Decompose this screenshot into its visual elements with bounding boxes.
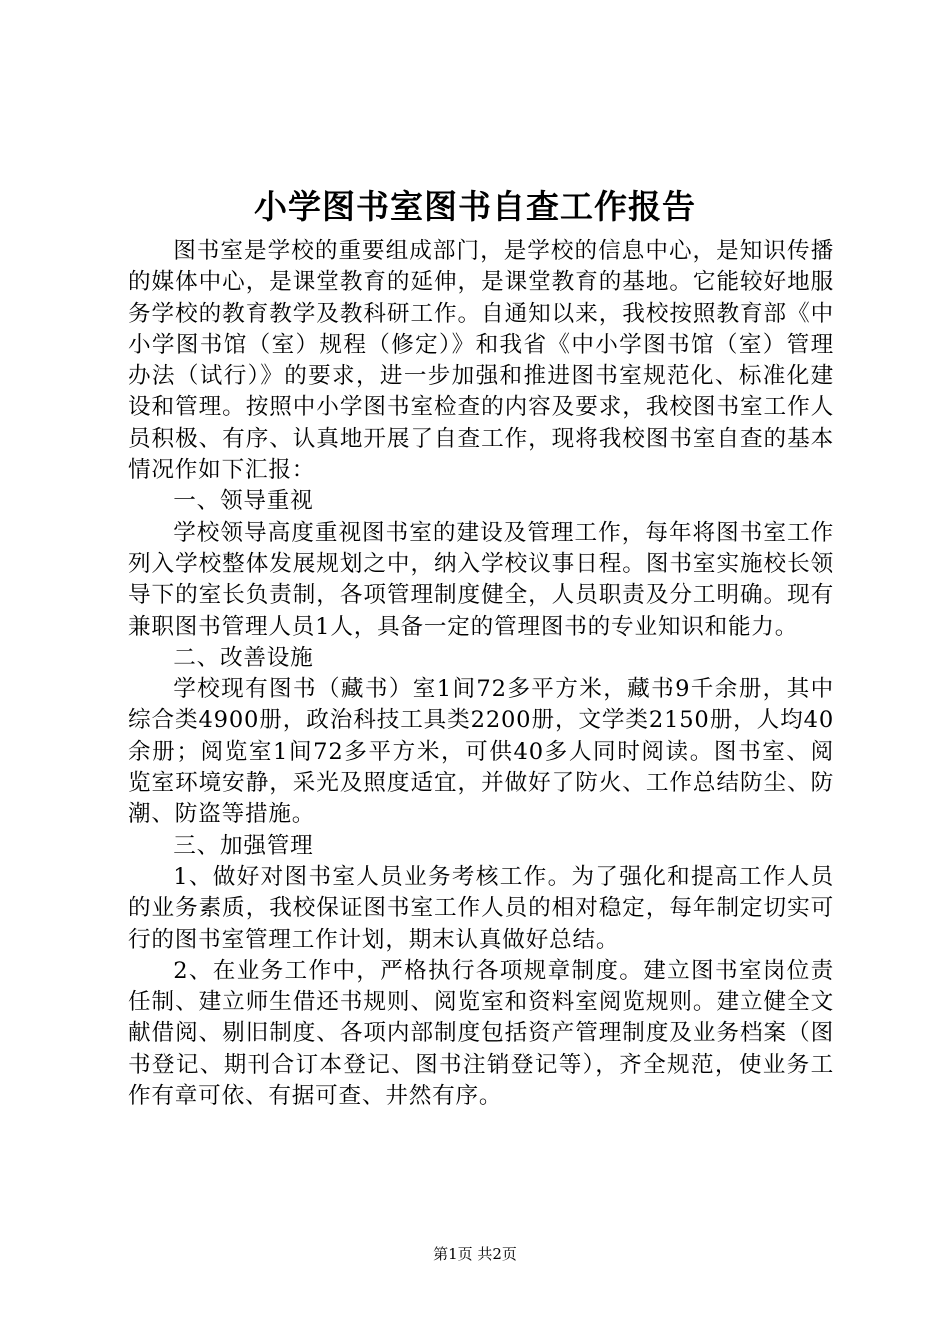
management-paragraph-1: 1、做好对图书室人员业务考核工作。为了强化和提高工作人员的业务素质，我校保证图书室工作人员的相对稳定，每年制定切实可行的图书室管理工作计划，期末认真做好总结。 bbox=[128, 863, 834, 953]
document-body bbox=[128, 236, 834, 1112]
section-heading-leadership: 一、领导重视 bbox=[173, 488, 314, 515]
management-paragraph-2: 2、在业务工作中，严格执行各项规章制度。建立图书室岗位责任制、建立师生借还书规则、阅览室和资料室阅览规则。建立健全文献借阅、剔旧制度、各项内部制度包括资产管理制度及业务档案（图书登记、期刊合订本登记、图书注销登记等），齐全规范，使业务工作有章可依、有据可查、井然有序。 bbox=[128, 957, 834, 1110]
section-heading-management: 三、加强管理 bbox=[173, 832, 314, 859]
leadership-paragraph: 学校领导高度重视图书室的建设及管理工作，每年将图书室工作列入学校整体发展规划之中，纳入学校议事日程。图书室实施校长领导下的室长负责制，各项管理制度健全，人员职责及分工明确。现有兼职图书管理人员1人，具备一定的管理图书的专业知识和能力。 bbox=[128, 519, 834, 640]
facilities-paragraph: 学校现有图书（藏书）室1间72多平方米，藏书9千余册，其中综合类4900册，政治科技工具类2200册，文学类2150册，人均40余册；阅览室1间72多平方米，可供40多人同时阅读。图书室、阅览室环境安静，采光及照度适宜，并做好了防火、工作总结防尘、防潮、防盗等措施。 bbox=[128, 676, 834, 828]
section-heading-facilities: 二、改善设施 bbox=[173, 644, 314, 671]
intro-paragraph: 图书室是学校的重要组成部门，是学校的信息中心，是知识传播的媒体中心，是课堂教育的延伸，是课堂教育的基地。它能较好地服务学校的教育教学及教科研工作。自通知以来，我校按照教育部《中小学图书馆（室）规程（修定）》和我省《中小学图书馆（室）管理办法（试行）》的要求，进一步加强和推进图书室规范化、标准化建设和管理。按照中小学图书室检查的内容及要求，我校图书室工作人员积极、有序、认真地开展了自查工作，现将我校图书室自查的基本情况作如下汇报： bbox=[128, 238, 834, 484]
page-footer: 第1页 共2页 bbox=[433, 1245, 517, 1263]
document-title: 小学图书室图书自查工作报告 bbox=[254, 187, 696, 226]
